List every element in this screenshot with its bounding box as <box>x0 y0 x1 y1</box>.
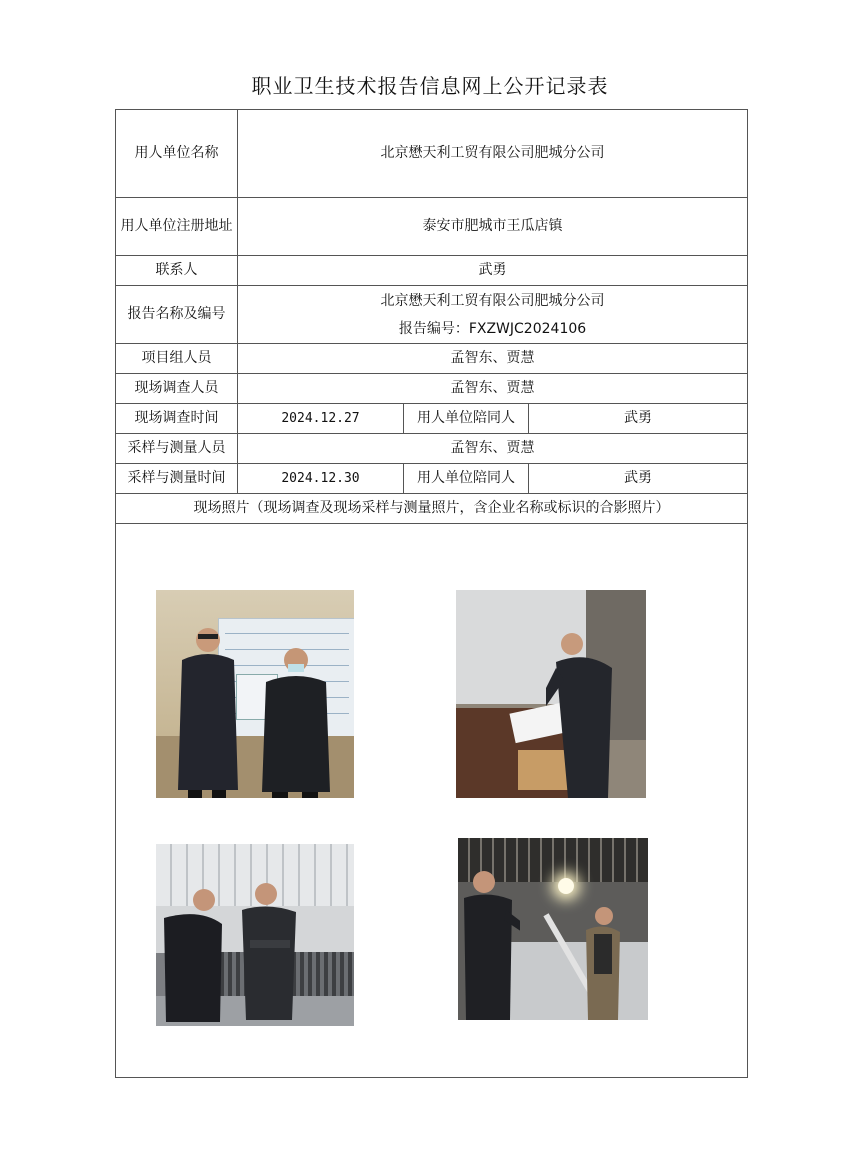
row-photos-header <box>116 494 748 524</box>
employer-address-label: 用人单位注册地址 <box>116 198 238 256</box>
survey-time-label: 现场调查时间 <box>116 404 238 434</box>
report-value <box>238 286 748 344</box>
survey-time-value: 2024.12.27 <box>238 404 404 434</box>
project-team-value: 孟智东、贾慧 <box>238 344 748 374</box>
row-survey-staff <box>116 374 748 404</box>
sampling-time-value: 2024.12.30 <box>238 464 404 494</box>
report-name: 北京懋天利工贸有限公司肥城分公司 <box>380 292 605 309</box>
contact-value: 武勇 <box>238 256 748 286</box>
contact-label: 联系人 <box>116 256 238 286</box>
row-project-team <box>116 344 748 374</box>
survey-companion-value: 武勇 <box>529 404 748 434</box>
project-team-label: 项目组人员 <box>116 344 238 374</box>
site-photo-sampling-2 <box>458 838 648 1020</box>
row-sampling-time <box>116 464 748 494</box>
employer-name-label: 用人单位名称 <box>116 110 238 198</box>
survey-staff-label: 现场调查人员 <box>116 374 238 404</box>
photos-cell <box>116 524 748 1078</box>
page-title: 职业卫生技术报告信息网上公开记录表 <box>251 74 609 98</box>
employer-name-value: 北京懋天利工贸有限公司肥城分公司 <box>238 110 748 198</box>
report-label: 报告名称及编号 <box>116 286 238 344</box>
report-number: 报告编号：FXZWJC2024106 <box>398 320 587 337</box>
row-employer-address <box>116 198 748 256</box>
row-report <box>116 286 748 344</box>
sampling-time-label: 采样与测量时间 <box>116 464 238 494</box>
site-photo-group <box>156 590 354 798</box>
row-photos <box>116 524 748 1078</box>
photos-header: 现场照片（现场调查及现场采样与测量照片，含企业名称或标识的合影照片） <box>116 494 748 524</box>
row-employer-name <box>116 110 748 198</box>
site-photo-sampling-1 <box>156 844 354 1026</box>
record-table <box>115 109 748 1078</box>
row-sampling-staff <box>116 434 748 464</box>
row-contact <box>116 256 748 286</box>
sampling-staff-label: 采样与测量人员 <box>116 434 238 464</box>
survey-staff-value: 孟智东、贾慧 <box>238 374 748 404</box>
row-survey-time <box>116 404 748 434</box>
employer-address-value: 泰安市肥城市王瓜店镇 <box>238 198 748 256</box>
survey-companion-label: 用人单位陪同人 <box>404 404 529 434</box>
sampling-staff-value: 孟智东、贾慧 <box>238 434 748 464</box>
sampling-companion-value: 武勇 <box>529 464 748 494</box>
site-photo-office <box>456 590 646 798</box>
sampling-companion-label: 用人单位陪同人 <box>404 464 529 494</box>
